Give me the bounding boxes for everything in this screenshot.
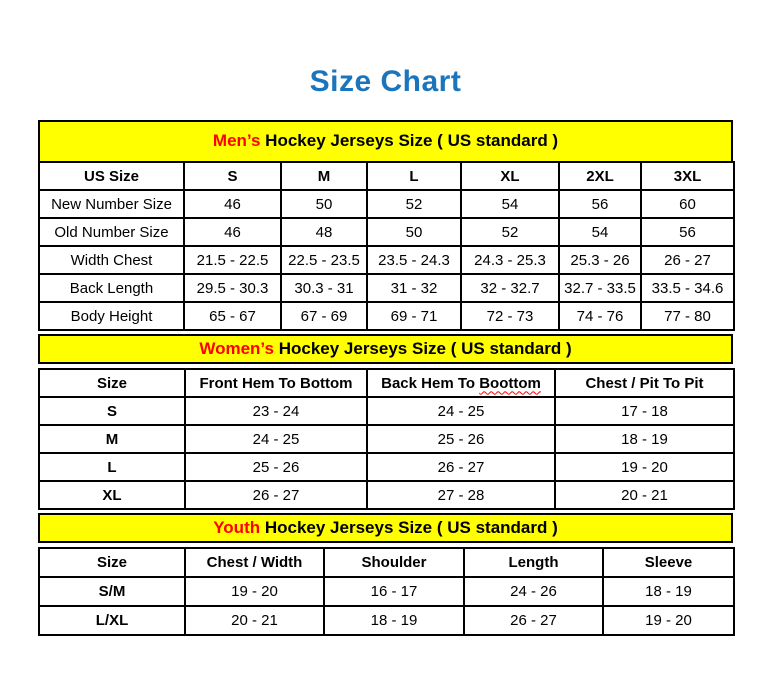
row-label: L <box>39 453 185 481</box>
cell-value: 23 - 24 <box>185 397 367 425</box>
cell-value: 23.5 - 24.3 <box>367 246 461 274</box>
row-label: L/XL <box>39 606 185 635</box>
cell-value: 46 <box>184 218 281 246</box>
mens-header-row <box>39 162 734 190</box>
table-row <box>39 190 734 218</box>
cell-value: 50 <box>281 190 367 218</box>
cell-value: 19 - 20 <box>555 453 734 481</box>
column-header: Front Hem To Bottom <box>185 369 367 397</box>
cell-value: 26 - 27 <box>464 606 603 635</box>
cell-value: 17 - 18 <box>555 397 734 425</box>
column-header <box>367 369 555 397</box>
cell-value: 33.5 - 34.6 <box>641 274 734 302</box>
page-title: Size Chart <box>309 65 462 98</box>
mens-section <box>38 120 733 331</box>
cell-value: 46 <box>184 190 281 218</box>
cell-value: 18 - 19 <box>324 606 464 635</box>
table-row <box>39 577 734 606</box>
womens-header-row <box>39 369 734 397</box>
column-header: 3XL <box>641 162 734 190</box>
cell-value: 22.5 - 23.5 <box>281 246 367 274</box>
column-header: Chest / Width <box>185 548 324 577</box>
youth-banner-text: Hockey Jerseys Size ( US standard ) <box>260 518 558 537</box>
row-label: Back Length <box>39 274 184 302</box>
cell-value: 16 - 17 <box>324 577 464 606</box>
cell-value: 29.5 - 30.3 <box>184 274 281 302</box>
womens-banner-text: Hockey Jerseys Size ( US standard ) <box>273 339 572 358</box>
cell-value: 20 - 21 <box>185 606 324 635</box>
table-row <box>39 453 734 481</box>
column-header: Shoulder <box>324 548 464 577</box>
row-label: Width Chest <box>39 246 184 274</box>
cell-value: 27 - 28 <box>367 481 555 509</box>
youth-section-banner <box>38 513 733 543</box>
cell-value: 32.7 - 33.5 <box>559 274 641 302</box>
cell-value: 52 <box>367 190 461 218</box>
table-row <box>39 246 734 274</box>
youth-banner-highlight: Youth <box>213 518 261 537</box>
column-header: S <box>184 162 281 190</box>
mens-size-table <box>38 161 735 331</box>
cell-value: 69 - 71 <box>367 302 461 330</box>
row-label: XL <box>39 481 185 509</box>
womens-section <box>38 334 733 510</box>
column-header: 2XL <box>559 162 641 190</box>
cell-value: 72 - 73 <box>461 302 559 330</box>
cell-value: 32 - 32.7 <box>461 274 559 302</box>
cell-value: 19 - 20 <box>185 577 324 606</box>
column-header: M <box>281 162 367 190</box>
column-header: Size <box>39 548 185 577</box>
column-header: Size <box>39 369 185 397</box>
cell-value: 26 - 27 <box>641 246 734 274</box>
cell-value: 25 - 26 <box>367 425 555 453</box>
cell-value: 19 - 20 <box>603 606 734 635</box>
column-header: XL <box>461 162 559 190</box>
table-row <box>39 425 734 453</box>
row-label: Body Height <box>39 302 184 330</box>
cell-value: 18 - 19 <box>603 577 734 606</box>
cell-value: 56 <box>559 190 641 218</box>
cell-value: 50 <box>367 218 461 246</box>
table-row <box>39 397 734 425</box>
column-header: Sleeve <box>603 548 734 577</box>
cell-value: 26 - 27 <box>367 453 555 481</box>
row-label: M <box>39 425 185 453</box>
table-row <box>39 481 734 509</box>
table-row <box>39 302 734 330</box>
cell-value: 24 - 26 <box>464 577 603 606</box>
cell-value: 65 - 67 <box>184 302 281 330</box>
row-label: S <box>39 397 185 425</box>
cell-value: 18 - 19 <box>555 425 734 453</box>
cell-value: 24 - 25 <box>367 397 555 425</box>
cell-value: 54 <box>559 218 641 246</box>
cell-value: 30.3 - 31 <box>281 274 367 302</box>
cell-value: 67 - 69 <box>281 302 367 330</box>
cell-value: 25.3 - 26 <box>559 246 641 274</box>
cell-value: 52 <box>461 218 559 246</box>
womens-size-table <box>38 368 735 510</box>
cell-value: 24 - 25 <box>185 425 367 453</box>
cell-value: 48 <box>281 218 367 246</box>
womens-section-banner <box>38 334 733 364</box>
column-header: US Size <box>39 162 184 190</box>
cell-value: 26 - 27 <box>185 481 367 509</box>
mens-section-banner <box>38 120 733 161</box>
column-header: Length <box>464 548 603 577</box>
cell-value: 77 - 80 <box>641 302 734 330</box>
cell-value: 31 - 32 <box>367 274 461 302</box>
column-header: L <box>367 162 461 190</box>
row-label: Old Number Size <box>39 218 184 246</box>
womens-banner-highlight: Women’s <box>199 339 274 358</box>
table-row <box>39 218 734 246</box>
youth-header-row <box>39 548 734 577</box>
cell-value: 54 <box>461 190 559 218</box>
misspelled-word: Boottom <box>479 374 541 392</box>
column-header-text: Back Hem To <box>381 374 476 392</box>
cell-value: 56 <box>641 218 734 246</box>
mens-banner-text: Hockey Jerseys Size ( US standard ) <box>260 131 559 150</box>
cell-value: 25 - 26 <box>185 453 367 481</box>
mens-banner-highlight: Men’s <box>212 131 261 150</box>
column-header: Chest / Pit To Pit <box>555 369 734 397</box>
row-label: New Number Size <box>39 190 184 218</box>
youth-size-table <box>38 547 735 636</box>
cell-value: 74 - 76 <box>559 302 641 330</box>
cell-value: 24.3 - 25.3 <box>461 246 559 274</box>
cell-value: 60 <box>641 190 734 218</box>
cell-value: 20 - 21 <box>555 481 734 509</box>
row-label: S/M <box>39 577 185 606</box>
table-row <box>39 274 734 302</box>
youth-section <box>38 513 733 636</box>
cell-value: 21.5 - 22.5 <box>184 246 281 274</box>
table-row <box>39 606 734 635</box>
